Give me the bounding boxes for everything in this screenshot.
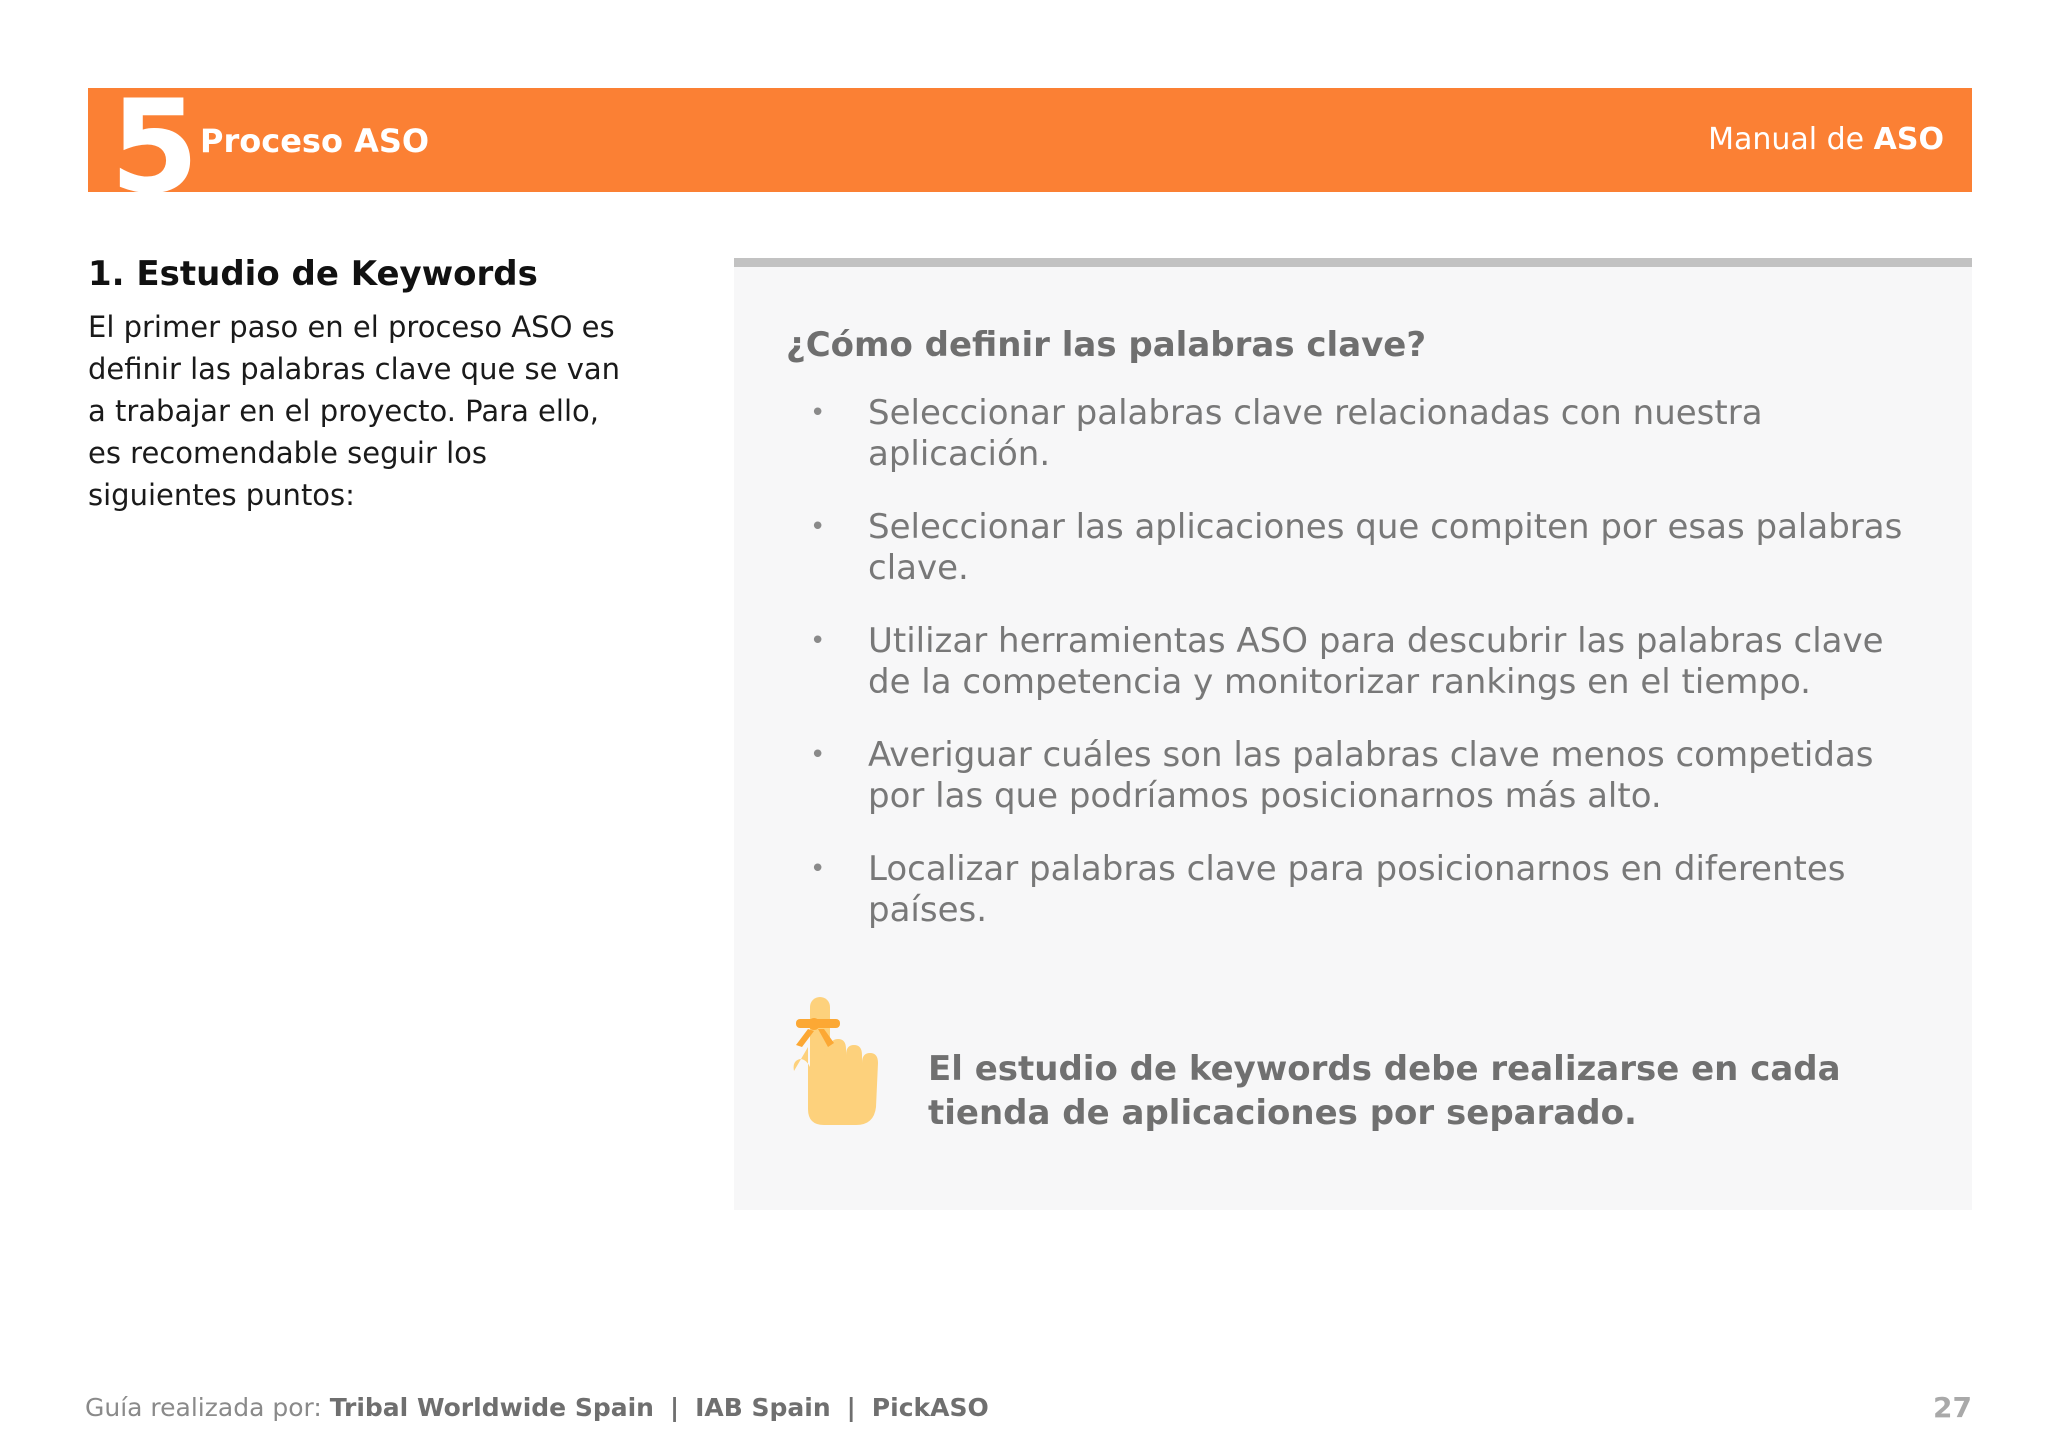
footer-credit: IAB Spain xyxy=(695,1393,831,1422)
manual-title xyxy=(1708,122,1944,157)
list-item-text: Utilizar herramientas ASO para descubrir las palabras clave de la competencia y monitorizar rankings en el tiempo. xyxy=(868,621,1884,702)
footer-credits xyxy=(85,1393,989,1422)
footer-separator: | xyxy=(846,1393,856,1422)
footer-separator: | xyxy=(669,1393,680,1422)
chapter-header-bar xyxy=(88,88,1972,192)
list-item xyxy=(786,393,1926,475)
manual-title-prefix: Manual de xyxy=(1708,122,1874,157)
list-item-text: Seleccionar las aplicaciones que compiten por esas palabras clave. xyxy=(868,507,1903,588)
page-number: 27 xyxy=(1933,1391,1972,1424)
bullet-icon: • xyxy=(810,398,826,428)
footer-credit: Tribal Worldwide Spain xyxy=(329,1393,654,1422)
section-body: El primer paso en el proceso ASO es definir las palabras clave que se van a trabajar en el proyecto. Para ello, es recomendable seguir los siguientes puntos: xyxy=(88,310,621,512)
list-item xyxy=(786,507,1926,589)
chapter-title: Proceso ASO xyxy=(200,122,430,160)
manual-title-strong: ASO xyxy=(1873,122,1944,157)
chapter-number: 5 xyxy=(110,88,196,192)
finger-ribbon-reminder-icon xyxy=(788,989,888,1129)
footer-prefix: Guía realizada por: xyxy=(85,1393,330,1422)
keywords-panel xyxy=(734,258,1972,1210)
list-item-text: Seleccionar palabras clave relacionadas con nuestra aplicación. xyxy=(868,393,1763,474)
bullet-list xyxy=(786,393,1926,963)
tip-text: El estudio de keywords debe realizarse en cada tienda de aplicaciones por separado. xyxy=(928,1049,1841,1133)
bullet-icon: • xyxy=(810,740,826,770)
bullet-icon: • xyxy=(810,854,826,884)
footer-credit: PickASO xyxy=(871,1393,989,1422)
bullet-icon: • xyxy=(810,512,826,542)
list-item xyxy=(786,849,1926,931)
list-item xyxy=(786,735,1926,817)
list-item-text: Localizar palabras clave para posicionarnos en diferentes países. xyxy=(868,849,1846,930)
list-item-text: Averiguar cuáles son las palabras clave menos competidas por las que podríamos posicionarnos más alto. xyxy=(868,735,1874,816)
bullet-icon: • xyxy=(810,626,826,656)
list-item xyxy=(786,621,1926,703)
panel-title: ¿Cómo definir las palabras clave? xyxy=(786,325,1427,365)
section-heading: 1. Estudio de Keywords xyxy=(88,254,538,294)
